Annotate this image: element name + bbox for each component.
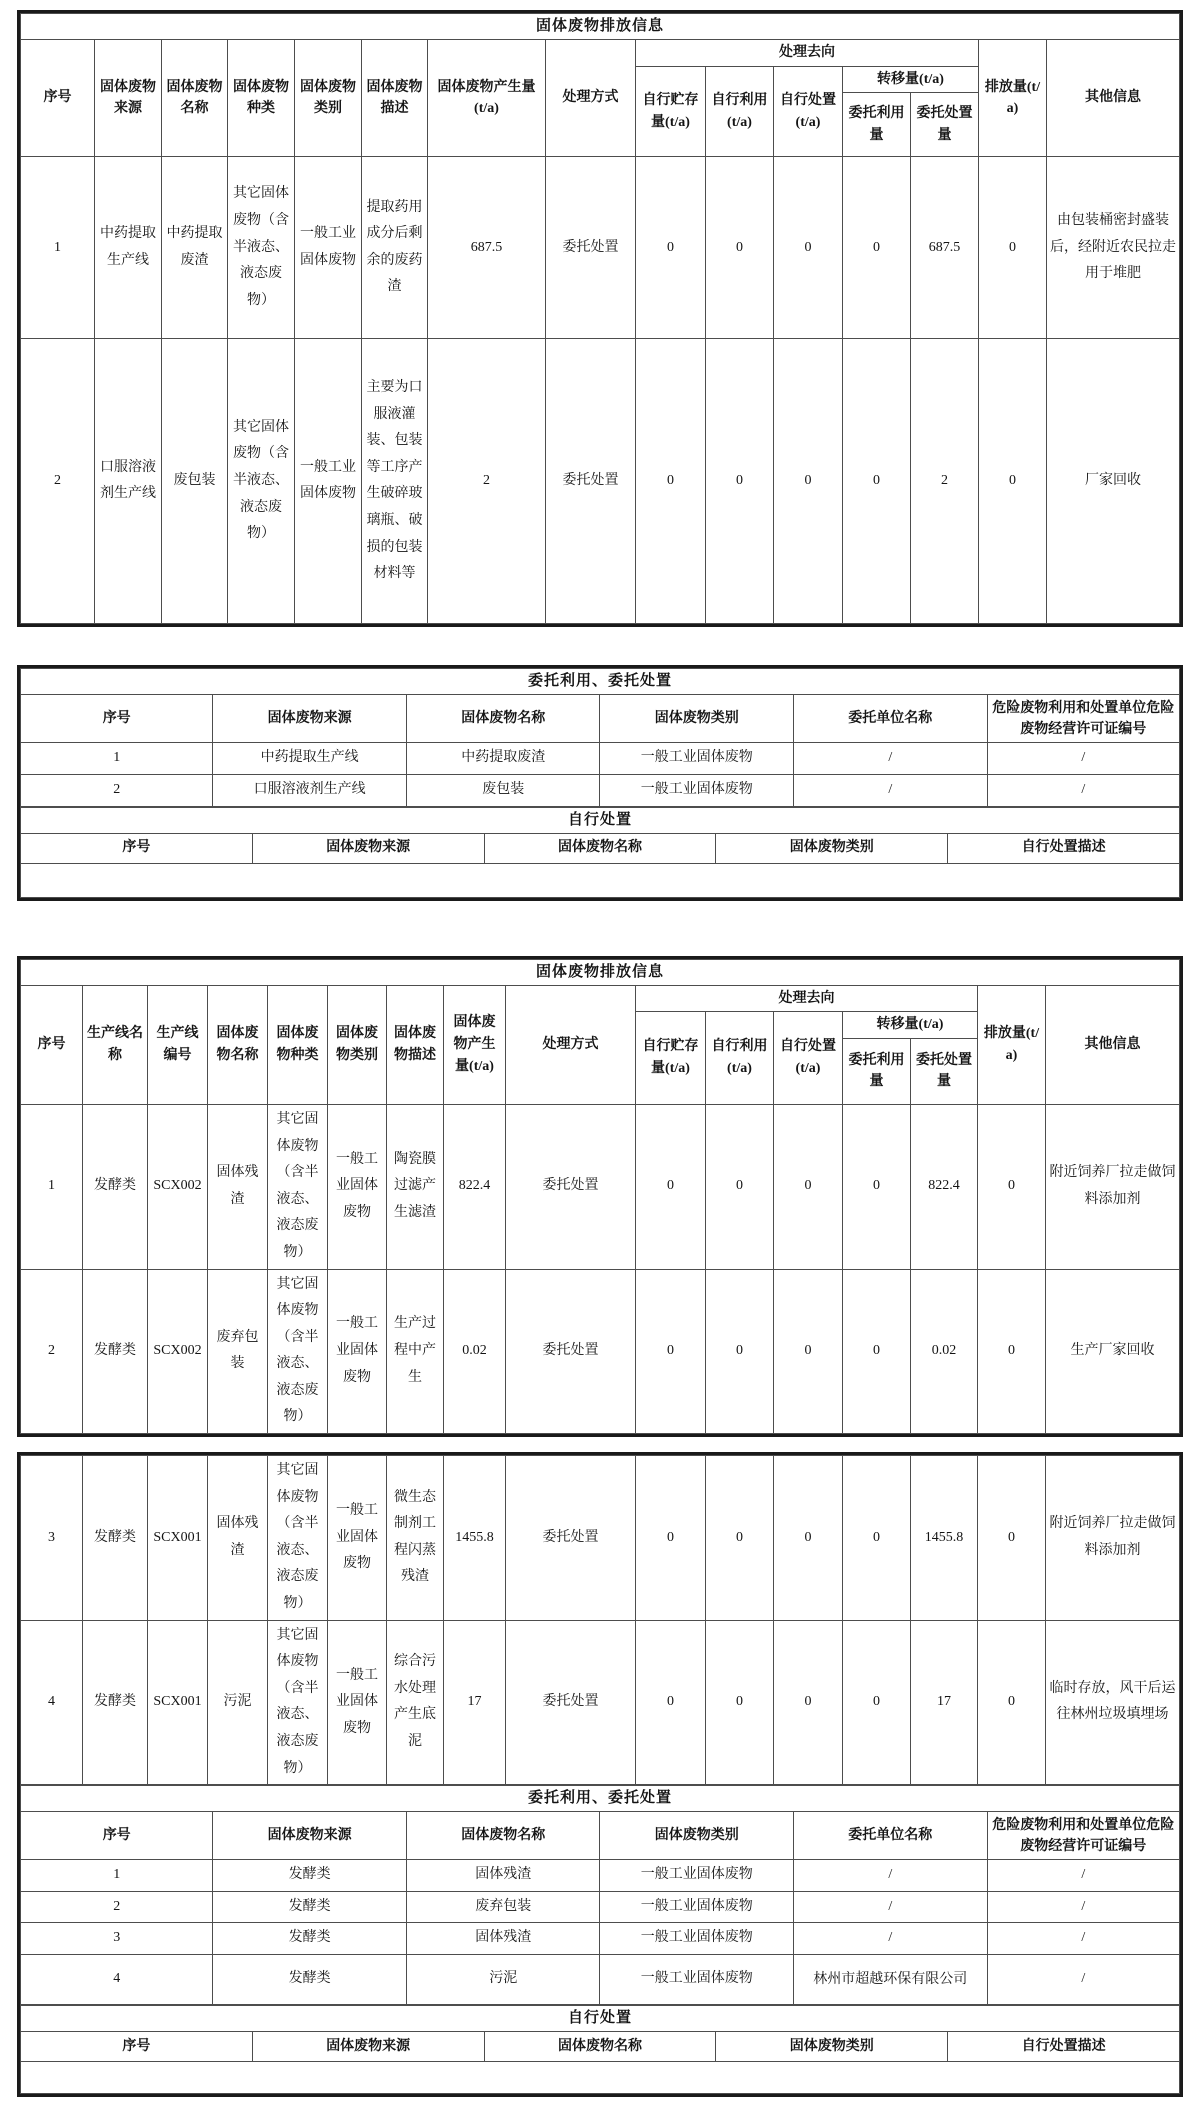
cell-amount: 1455.8 <box>444 1456 506 1621</box>
cell-entrust-use: 0 <box>843 1104 911 1269</box>
cell-name: 污泥 <box>406 1954 600 2004</box>
cell-self-dispose: 0 <box>774 1620 843 1785</box>
emission-table-block-2a <box>17 956 1183 1438</box>
cell-category: 一般工业固体废物 <box>295 157 362 339</box>
col-header-name: 固体废物名称 <box>484 833 716 863</box>
col-header-desc: 固体废物描述 <box>387 985 444 1104</box>
col-header-name: 固体废物名称 <box>406 695 600 743</box>
col-header-seq: 序号 <box>21 833 253 863</box>
cell-desc: 微生态制剂工程闪蒸残渣 <box>387 1456 444 1621</box>
cell-self-dispose: 0 <box>774 339 843 624</box>
cell-category: 一般工业固体废物 <box>328 1456 387 1621</box>
cell-kind: 其它固体废物（含半液态、液态废物） <box>268 1456 328 1621</box>
cell-self-dispose: 0 <box>774 1104 843 1269</box>
cell-seq: 1 <box>21 1860 213 1892</box>
col-header-transfer-group: 转移量(t/a) <box>843 1012 978 1039</box>
col-header-destination-group: 处理去向 <box>636 40 979 67</box>
cell-method: 委托处置 <box>506 1269 636 1434</box>
col-header-category: 固体废物类别 <box>716 833 948 863</box>
cell-category: 一般工业固体废物 <box>600 1923 794 1955</box>
cell-category: 一般工业固体废物 <box>328 1269 387 1434</box>
cell-source: 中药提取生产线 <box>95 157 162 339</box>
entrust-title: 委托利用、委托处置 <box>21 669 1180 695</box>
col-header-desc: 固体废物描述 <box>362 40 428 157</box>
cell-method: 委托处置 <box>506 1620 636 1785</box>
cell-seq: 1 <box>21 157 95 339</box>
emission-table-block-1 <box>17 10 1183 627</box>
cell-entrust-dispose: 17 <box>911 1620 978 1785</box>
col-header-entrust-use: 委托利用量 <box>843 1038 911 1104</box>
cell-seq: 4 <box>21 1954 213 2004</box>
col-header-seq: 序号 <box>21 695 213 743</box>
cell-emission: 0 <box>978 1269 1046 1434</box>
self-dispose-table-1 <box>20 807 1180 898</box>
cell-seq: 2 <box>21 774 213 806</box>
cell-kind: 其它固体废物（含半液态、液态废物） <box>228 157 295 339</box>
cell-hazard: / <box>987 1954 1179 2004</box>
cell-other: 厂家回收 <box>1047 339 1180 624</box>
col-header-entrust-dispose: 委托处置量 <box>911 93 979 157</box>
cell-self-use: 0 <box>706 1104 774 1269</box>
cell-method: 委托处置 <box>506 1456 636 1621</box>
cell-name: 固体残渣 <box>406 1923 600 1955</box>
cell-entrust-use: 0 <box>843 157 911 339</box>
cell-entrust-dispose: 2 <box>911 339 979 624</box>
cell-self-dispose: 0 <box>774 1456 843 1621</box>
cell-emission: 0 <box>979 339 1047 624</box>
col-header-source: 固体废物来源 <box>95 40 162 157</box>
cell-name: 固体残渣 <box>406 1860 600 1892</box>
col-header-seq: 序号 <box>21 985 83 1104</box>
cell-self-use: 0 <box>706 339 774 624</box>
col-header-self-use: 自行利用(t/a) <box>706 1012 774 1105</box>
cell-line-code: SCX002 <box>148 1269 208 1434</box>
cell-hazard: / <box>987 774 1179 806</box>
cell-desc: 综合污水处理产生底泥 <box>387 1620 444 1785</box>
col-header-self-store: 自行贮存量(t/a) <box>636 66 706 157</box>
cell-self-use: 0 <box>706 1620 774 1785</box>
col-header-self-desc: 自行处置描述 <box>948 833 1180 863</box>
col-header-name: 固体废物名称 <box>208 985 268 1104</box>
cell-self-store: 0 <box>636 1456 706 1621</box>
cell-entrust-use: 0 <box>843 1456 911 1621</box>
emission-table-2-part1 <box>20 959 1180 1435</box>
col-header-source: 固体废物来源 <box>213 1812 407 1860</box>
col-header-method: 处理方式 <box>546 40 636 157</box>
cell-category: 一般工业固体废物 <box>600 774 794 806</box>
cell-source: 发酵类 <box>213 1923 407 1955</box>
cell-self-use: 0 <box>706 1269 774 1434</box>
col-header-line-code: 生产线编号 <box>148 985 208 1104</box>
cell-self-dispose: 0 <box>774 157 843 339</box>
cell-source: 发酵类 <box>213 1891 407 1923</box>
cell-category: 一般工业固体废物 <box>600 1954 794 2004</box>
col-header-category: 固体废物类别 <box>295 40 362 157</box>
cell-name: 废弃包装 <box>208 1269 268 1434</box>
col-header-self-desc: 自行处置描述 <box>948 2031 1180 2061</box>
cell-seq: 2 <box>21 1891 213 1923</box>
self-dispose-table-2 <box>20 2005 1180 2094</box>
emission-table-2-part2 <box>20 1455 1180 1785</box>
col-header-amount: 固体废物产生量(t/a) <box>444 985 506 1104</box>
self-dispose-title: 自行处置 <box>21 2005 1180 2031</box>
col-header-kind: 固体废物种类 <box>268 985 328 1104</box>
cell-entrust-dispose: 822.4 <box>911 1104 978 1269</box>
cell-emission: 0 <box>978 1104 1046 1269</box>
entrust-block-1 <box>17 665 1183 900</box>
cell-self-store: 0 <box>636 1620 706 1785</box>
cell-name: 废包装 <box>406 774 600 806</box>
entrust-table-1 <box>20 668 1180 806</box>
col-header-seq: 序号 <box>21 1812 213 1860</box>
cell-category: 一般工业固体废物 <box>328 1620 387 1785</box>
col-header-unit: 委托单位名称 <box>794 1812 988 1860</box>
cell-seq: 1 <box>21 743 213 775</box>
cell-desc: 生产过程中产生 <box>387 1269 444 1434</box>
cell-amount: 822.4 <box>444 1104 506 1269</box>
cell-line-name: 发酵类 <box>83 1620 148 1785</box>
cell-source: 发酵类 <box>213 1954 407 2004</box>
cell-category: 一般工业固体废物 <box>295 339 362 624</box>
cell-self-store: 0 <box>636 1104 706 1269</box>
cell-source: 发酵类 <box>213 1860 407 1892</box>
cell-category: 一般工业固体废物 <box>328 1104 387 1269</box>
cell-self-store: 0 <box>636 157 706 339</box>
col-header-category: 固体废物类别 <box>600 1812 794 1860</box>
cell-unit: / <box>794 1923 988 1955</box>
col-header-self-use: 自行利用(t/a) <box>706 66 774 157</box>
cell-emission: 0 <box>978 1456 1046 1621</box>
cell-desc: 主要为口服液灌装、包装等工序产生破碎玻璃瓶、破损的包装材料等 <box>362 339 428 624</box>
cell-line-name: 发酵类 <box>83 1269 148 1434</box>
col-header-source: 固体废物来源 <box>252 833 484 863</box>
cell-amount: 0.02 <box>444 1269 506 1434</box>
col-header-name: 固体废物名称 <box>484 2031 716 2061</box>
cell-unit: / <box>794 743 988 775</box>
emission-table-block-2b <box>17 1452 1183 2097</box>
cell-source: 中药提取生产线 <box>213 743 407 775</box>
cell-method: 委托处置 <box>506 1104 636 1269</box>
cell-category: 一般工业固体废物 <box>600 743 794 775</box>
cell-line-name: 发酵类 <box>83 1104 148 1269</box>
cell-seq: 3 <box>21 1456 83 1621</box>
cell-emission: 0 <box>979 157 1047 339</box>
cell-other: 附近饲养厂拉走做饲料添加剂 <box>1046 1104 1180 1269</box>
self-dispose-title: 自行处置 <box>21 807 1180 833</box>
cell-kind: 其它固体废物（含半液态、液态废物） <box>268 1269 328 1434</box>
cell-seq: 2 <box>21 1269 83 1434</box>
cell-seq: 1 <box>21 1104 83 1269</box>
cell-line-name: 发酵类 <box>83 1456 148 1621</box>
col-header-category: 固体废物类别 <box>600 695 794 743</box>
cell-name: 固体残渣 <box>208 1456 268 1621</box>
col-header-emission: 排放量(t/a) <box>979 40 1047 157</box>
cell-kind: 其它固体废物（含半液态、液态废物） <box>228 339 295 624</box>
cell-seq: 3 <box>21 1923 213 1955</box>
cell-other: 附近饲养厂拉走做饲料添加剂 <box>1046 1456 1180 1621</box>
cell-self-store: 0 <box>636 1269 706 1434</box>
cell-line-code: SCX001 <box>148 1620 208 1785</box>
cell-line-code: SCX002 <box>148 1104 208 1269</box>
cell-self-use: 0 <box>706 157 774 339</box>
cell-entrust-use: 0 <box>843 1269 911 1434</box>
col-header-source: 固体废物来源 <box>213 695 407 743</box>
cell-seq: 2 <box>21 339 95 624</box>
col-header-name: 固体废物名称 <box>406 1812 600 1860</box>
cell-other: 由包装桶密封盛装后，经附近农民拉走用于堆肥 <box>1047 157 1180 339</box>
col-header-unit: 委托单位名称 <box>794 695 988 743</box>
cell-name: 中药提取废渣 <box>406 743 600 775</box>
cell-name: 废包装 <box>162 339 228 624</box>
cell-desc: 提取药用成分后剩余的废药渣 <box>362 157 428 339</box>
cell-hazard: / <box>987 1860 1179 1892</box>
cell-entrust-use: 0 <box>843 1620 911 1785</box>
cell-other: 生产厂家回收 <box>1046 1269 1180 1434</box>
col-header-self-store: 自行贮存量(t/a) <box>636 1012 706 1105</box>
cell-entrust-dispose: 0.02 <box>911 1269 978 1434</box>
cell-unit: / <box>794 774 988 806</box>
cell-hazard: / <box>987 1923 1179 1955</box>
cell-category: 一般工业固体废物 <box>600 1860 794 1892</box>
col-header-line-name: 生产线名称 <box>83 985 148 1104</box>
cell-self-store: 0 <box>636 339 706 624</box>
col-header-destination-group: 处理去向 <box>636 985 978 1012</box>
table-title: 固体废物排放信息 <box>21 959 1180 985</box>
col-header-kind: 固体废物种类 <box>228 40 295 157</box>
table-title: 固体废物排放信息 <box>21 14 1180 40</box>
cell-entrust-dispose: 687.5 <box>911 157 979 339</box>
cell-unit: / <box>794 1860 988 1892</box>
cell-name: 污泥 <box>208 1620 268 1785</box>
col-header-method: 处理方式 <box>506 985 636 1104</box>
col-header-self-dispose: 自行处置(t/a) <box>774 1012 843 1105</box>
cell-name: 中药提取废渣 <box>162 157 228 339</box>
cell-category: 一般工业固体废物 <box>600 1891 794 1923</box>
col-header-entrust-dispose: 委托处置量 <box>911 1038 978 1104</box>
cell-unit: / <box>794 1891 988 1923</box>
entrust-table-2 <box>20 1785 1180 2005</box>
cell-line-code: SCX001 <box>148 1456 208 1621</box>
cell-source: 口服溶液剂生产线 <box>95 339 162 624</box>
cell-method: 委托处置 <box>546 339 636 624</box>
cell-desc: 陶瓷膜过滤产生滤渣 <box>387 1104 444 1269</box>
cell-amount: 687.5 <box>428 157 546 339</box>
cell-kind: 其它固体废物（含半液态、液态废物） <box>268 1620 328 1785</box>
col-header-source: 固体废物来源 <box>252 2031 484 2061</box>
cell-other: 临时存放，风干后运往林州垃圾填埋场 <box>1046 1620 1180 1785</box>
cell-hazard: / <box>987 1891 1179 1923</box>
cell-self-use: 0 <box>706 1456 774 1621</box>
cell-method: 委托处置 <box>546 157 636 339</box>
emission-table-1 <box>20 13 1180 624</box>
col-header-name: 固体废物名称 <box>162 40 228 157</box>
cell-name: 废弃包装 <box>406 1891 600 1923</box>
col-header-category: 固体废物类别 <box>328 985 387 1104</box>
cell-emission: 0 <box>978 1620 1046 1785</box>
col-header-hazard: 危险废物利用和处置单位危险废物经营许可证编号 <box>987 695 1179 743</box>
col-header-transfer-group: 转移量(t/a) <box>843 66 979 93</box>
self-dispose-empty-row <box>21 863 1180 897</box>
cell-source: 口服溶液剂生产线 <box>213 774 407 806</box>
cell-amount: 2 <box>428 339 546 624</box>
cell-entrust-use: 0 <box>843 339 911 624</box>
col-header-seq: 序号 <box>21 40 95 157</box>
col-header-category: 固体废物类别 <box>716 2031 948 2061</box>
cell-kind: 其它固体废物（含半液态、液态废物） <box>268 1104 328 1269</box>
cell-self-dispose: 0 <box>774 1269 843 1434</box>
cell-unit: 林州市超越环保有限公司 <box>794 1954 988 2004</box>
col-header-emission: 排放量(t/a) <box>978 985 1046 1104</box>
col-header-other: 其他信息 <box>1046 985 1180 1104</box>
col-header-hazard: 危险废物利用和处置单位危险废物经营许可证编号 <box>987 1812 1179 1860</box>
cell-name: 固体残渣 <box>208 1104 268 1269</box>
cell-hazard: / <box>987 743 1179 775</box>
cell-amount: 17 <box>444 1620 506 1785</box>
entrust-title: 委托利用、委托处置 <box>21 1786 1180 1812</box>
cell-seq: 4 <box>21 1620 83 1785</box>
col-header-amount: 固体废物产生量(t/a) <box>428 40 546 157</box>
col-header-other: 其他信息 <box>1047 40 1180 157</box>
self-dispose-empty-row <box>21 2061 1180 2093</box>
col-header-seq: 序号 <box>21 2031 253 2061</box>
col-header-self-dispose: 自行处置(t/a) <box>774 66 843 157</box>
col-header-entrust-use: 委托利用量 <box>843 93 911 157</box>
cell-entrust-dispose: 1455.8 <box>911 1456 978 1621</box>
